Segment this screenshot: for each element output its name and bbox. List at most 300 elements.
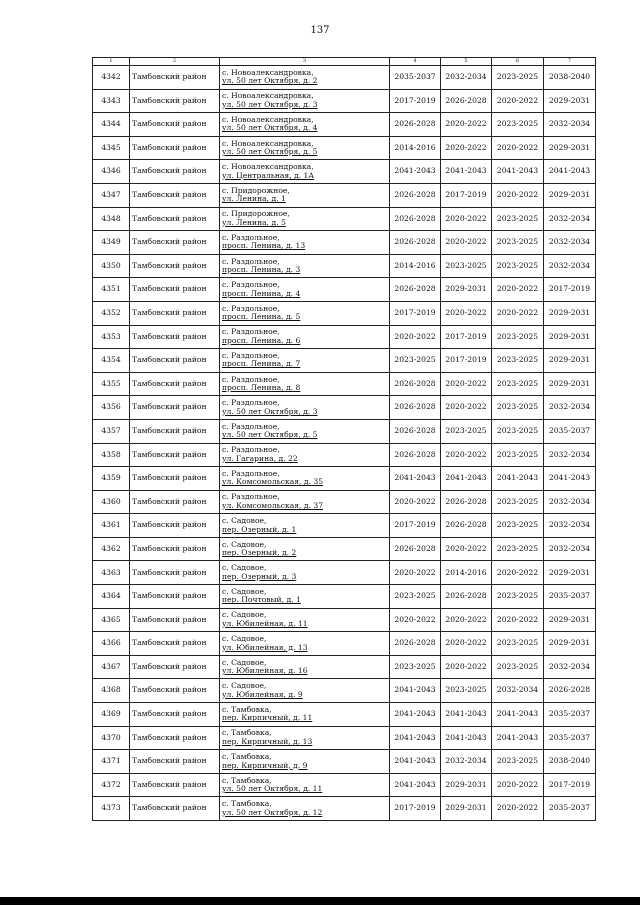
address-line: просп. Ленина, д. 6 [222,335,301,345]
address-cell [220,679,390,703]
period-cell: 2026-2028 [441,490,492,514]
period-cell: 2023-2025 [492,632,544,656]
period-cell: 2020-2022 [441,608,492,632]
district-cell: Тамбовский район [130,773,220,797]
address-line: с. Тамбовка, [222,752,272,762]
period-cell: 2029-2031 [544,183,596,207]
period-cell: 2023-2025 [492,419,544,443]
address-cell [220,490,390,514]
address-cell [220,419,390,443]
period-cell: 2035-2037 [390,66,441,90]
table-row [93,797,596,821]
row-number-cell: 4361 [93,514,130,538]
row-number-cell: 4360 [93,490,130,514]
period-cell: 2020-2022 [441,231,492,255]
period-cell: 2017-2019 [544,278,596,302]
period-cell: 2020-2022 [441,113,492,137]
period-cell: 2017-2019 [390,301,441,325]
address-cell [220,349,390,373]
period-cell: 2014-2016 [441,561,492,585]
period-cell: 2029-2031 [544,349,596,373]
period-cell: 2023-2025 [390,349,441,373]
address-line: с. Новоалександровка, [222,162,314,172]
period-cell: 2023-2025 [441,254,492,278]
row-number-cell: 4342 [93,66,130,90]
period-cell: 2032-2034 [544,396,596,420]
period-cell: 2017-2019 [441,183,492,207]
period-cell: 2020-2022 [492,183,544,207]
period-cell: 2017-2019 [390,89,441,113]
address-line: с. Садовое, [222,539,267,549]
period-cell: 2023-2025 [492,396,544,420]
period-cell: 2020-2022 [390,608,441,632]
address-cell [220,325,390,349]
period-cell: 2017-2019 [390,514,441,538]
period-cell: 2026-2028 [390,632,441,656]
district-cell: Тамбовский район [130,750,220,774]
district-cell: Тамбовский район [130,254,220,278]
row-number-cell: 4355 [93,372,130,396]
address-cell [220,231,390,255]
period-cell: 2032-2034 [441,750,492,774]
period-cell: 2041-2043 [390,750,441,774]
row-number-cell: 4371 [93,750,130,774]
period-cell: 2035-2037 [544,585,596,609]
period-cell: 2026-2028 [390,419,441,443]
district-cell: Тамбовский район [130,467,220,491]
period-cell: 2026-2028 [441,585,492,609]
period-cell: 2041-2043 [544,160,596,184]
district-cell: Тамбовский район [130,490,220,514]
period-cell: 2017-2019 [390,797,441,821]
period-cell: 2029-2031 [544,325,596,349]
address-cell [220,537,390,561]
address-line: с. Раздольное, [222,303,280,313]
address-line: пер. Озерный, д. 3 [222,571,297,581]
table-row [93,632,596,656]
address-line: с. Раздольное, [222,350,280,360]
row-number-cell: 4367 [93,655,130,679]
row-number-cell: 4369 [93,703,130,727]
district-cell: Тамбовский район [130,278,220,302]
address-line: просп. Ленина, д. 7 [222,359,301,369]
period-cell: 2023-2025 [492,325,544,349]
address-cell [220,183,390,207]
period-cell: 2023-2025 [492,585,544,609]
period-cell: 2032-2034 [441,66,492,90]
period-cell: 2023-2025 [492,372,544,396]
period-cell: 2041-2043 [441,703,492,727]
table-row [93,66,596,90]
period-cell: 2023-2025 [492,113,544,137]
period-cell: 2020-2022 [441,301,492,325]
period-cell: 2026-2028 [441,89,492,113]
district-cell: Тамбовский район [130,301,220,325]
table-body [93,66,596,821]
address-line: с. Садовое, [222,657,267,667]
table-row [93,349,596,373]
period-cell: 2038-2040 [544,750,596,774]
period-cell: 2032-2034 [544,231,596,255]
address-line: ул. 50 лет Октября, д. 5 [222,147,318,157]
address-line: с. Садовое, [222,634,267,644]
address-cell [220,160,390,184]
period-cell: 2032-2034 [544,113,596,137]
address-cell [220,632,390,656]
address-line: ул. 50 лет Октября, д. 4 [222,123,318,133]
address-line: с. Раздольное, [222,468,280,478]
address-line: с. Придорожное, [222,185,290,195]
district-cell: Тамбовский район [130,608,220,632]
address-line: ул. Юбилейная, д. 9 [222,689,303,699]
period-cell: 2032-2034 [544,514,596,538]
address-line: с. Раздольное, [222,232,280,242]
address-cell [220,443,390,467]
address-line: с. Новоалександровка, [222,138,314,148]
address-cell [220,301,390,325]
address-line: с. Раздольное, [222,256,280,266]
address-cell [220,514,390,538]
period-cell: 2032-2034 [544,207,596,231]
district-cell: Тамбовский район [130,207,220,231]
row-number-cell: 4358 [93,443,130,467]
period-cell: 2032-2034 [492,679,544,703]
row-number-cell: 4364 [93,585,130,609]
period-cell: 2020-2022 [390,561,441,585]
address-line: ул. Юбилейная, д. 11 [222,618,308,628]
table-row [93,443,596,467]
table-row [93,207,596,231]
period-cell: 2029-2031 [544,136,596,160]
period-cell: 2041-2043 [390,679,441,703]
district-cell: Тамбовский район [130,419,220,443]
period-cell: 2041-2043 [544,467,596,491]
address-cell [220,278,390,302]
period-cell: 2032-2034 [544,254,596,278]
row-number-cell: 4349 [93,231,130,255]
table-row [93,183,596,207]
district-cell: Тамбовский район [130,160,220,184]
table-row [93,136,596,160]
period-cell: 2023-2025 [492,443,544,467]
row-number-cell: 4373 [93,797,130,821]
district-cell: Тамбовский район [130,726,220,750]
table-row [93,726,596,750]
table-header [93,58,596,66]
address-cell [220,89,390,113]
row-number-cell: 4345 [93,136,130,160]
period-cell: 2023-2025 [492,490,544,514]
column-number-row [93,58,596,66]
address-line: просп. Ленина, д. 13 [222,241,306,251]
address-cell [220,585,390,609]
period-cell: 2023-2025 [492,66,544,90]
table-row [93,773,596,797]
district-cell: Тамбовский район [130,372,220,396]
period-cell: 2035-2037 [544,726,596,750]
period-cell: 2029-2031 [441,278,492,302]
address-cell [220,136,390,160]
address-line: просп. Ленина, д. 3 [222,265,301,275]
column-number: 3 [220,58,390,66]
period-cell: 2041-2043 [492,703,544,727]
column-number: 6 [492,58,544,66]
table-row [93,396,596,420]
district-cell: Тамбовский район [130,514,220,538]
address-cell [220,467,390,491]
table-row [93,419,596,443]
table-row [93,679,596,703]
period-cell: 2023-2025 [390,655,441,679]
row-number-cell: 4346 [93,160,130,184]
address-line: просп. Ленина, д. 5 [222,312,301,322]
table-row [93,372,596,396]
row-number-cell: 4348 [93,207,130,231]
table-row [93,703,596,727]
address-cell [220,608,390,632]
page-number: 137 [310,25,330,36]
period-cell: 2020-2022 [492,278,544,302]
row-number-cell: 4344 [93,113,130,137]
period-cell: 2020-2022 [492,608,544,632]
address-line: ул. 50 лет Октября, д. 11 [222,784,323,794]
period-cell: 2029-2031 [544,372,596,396]
address-line: пер. Почтовый, д. 1 [222,595,301,605]
period-cell: 2023-2025 [492,254,544,278]
period-cell: 2032-2034 [544,655,596,679]
address-line: с. Тамбовка, [222,799,272,809]
period-cell: 2014-2016 [390,136,441,160]
table-row [93,467,596,491]
period-cell: 2041-2043 [390,726,441,750]
table-row [93,750,596,774]
period-cell: 2020-2022 [492,89,544,113]
period-cell: 2041-2043 [390,703,441,727]
period-cell: 2020-2022 [492,797,544,821]
period-cell: 2041-2043 [441,160,492,184]
period-cell: 2026-2028 [441,514,492,538]
address-cell [220,66,390,90]
period-cell: 2020-2022 [390,325,441,349]
table-row [93,561,596,585]
table-row [93,301,596,325]
row-number-cell: 4343 [93,89,130,113]
address-line: с. Придорожное, [222,209,290,219]
address-cell [220,113,390,137]
period-cell: 2026-2028 [390,278,441,302]
period-cell: 2023-2025 [441,419,492,443]
address-line: с. Садовое, [222,516,267,526]
address-line: пер. Кирпичный, д. 11 [222,713,313,723]
column-number: 1 [93,58,130,66]
address-line: ул. Комсомольская, д. 35 [222,477,324,487]
address-line: ул. Ленина, д. 5 [222,217,286,227]
address-line: ул. Гагарина, д. 22 [222,453,298,463]
row-number-cell: 4362 [93,537,130,561]
column-number: 5 [441,58,492,66]
address-cell [220,372,390,396]
period-cell: 2029-2031 [544,632,596,656]
row-number-cell: 4363 [93,561,130,585]
address-line: с. Раздольное, [222,445,280,455]
row-number-cell: 4356 [93,396,130,420]
address-cell [220,561,390,585]
period-cell: 2029-2031 [544,301,596,325]
period-cell: 2023-2025 [390,585,441,609]
address-line: с. Тамбовка, [222,775,272,785]
period-cell: 2041-2043 [390,773,441,797]
row-number-cell: 4354 [93,349,130,373]
table-row [93,655,596,679]
table-row [93,254,596,278]
district-cell: Тамбовский район [130,561,220,585]
scan-bottom-edge [0,897,640,905]
period-cell: 2029-2031 [544,561,596,585]
district-cell: Тамбовский район [130,396,220,420]
period-cell: 2035-2037 [544,419,596,443]
column-number: 7 [544,58,596,66]
district-cell: Тамбовский район [130,443,220,467]
period-cell: 2032-2034 [544,490,596,514]
period-cell: 2026-2028 [390,183,441,207]
district-cell: Тамбовский район [130,655,220,679]
address-line: с. Садовое, [222,563,267,573]
table-row [93,231,596,255]
address-line: ул. Юбилейная, д. 16 [222,666,308,676]
period-cell: 2026-2028 [390,113,441,137]
period-cell: 2023-2025 [441,679,492,703]
period-cell: 2020-2022 [441,537,492,561]
period-cell: 2041-2043 [390,467,441,491]
address-line: ул. 50 лет Октября, д. 12 [222,807,323,817]
district-cell: Тамбовский район [130,797,220,821]
period-cell: 2035-2037 [544,703,596,727]
district-cell: Тамбовский район [130,325,220,349]
period-cell: 2020-2022 [492,561,544,585]
address-line: с. Раздольное, [222,280,280,290]
address-line: с. Раздольное, [222,374,280,384]
period-cell: 2020-2022 [441,396,492,420]
table-row [93,113,596,137]
period-cell: 2041-2043 [492,726,544,750]
row-number-cell: 4357 [93,419,130,443]
period-cell: 2023-2025 [492,514,544,538]
period-cell: 2041-2043 [492,160,544,184]
district-cell: Тамбовский район [130,183,220,207]
address-line: ул. Центральная, д. 1А [222,170,315,180]
address-line: с. Раздольное, [222,327,280,337]
row-number-cell: 4370 [93,726,130,750]
period-cell: 2032-2034 [544,443,596,467]
period-cell: 2026-2028 [544,679,596,703]
address-line: с. Новоалександровка, [222,67,314,77]
period-cell: 2020-2022 [492,773,544,797]
period-cell: 2029-2031 [544,89,596,113]
table-row [93,490,596,514]
table-row [93,608,596,632]
address-line: ул. 50 лет Октября, д. 2 [222,76,318,86]
address-line: с. Садовое, [222,586,267,596]
row-number-cell: 4352 [93,301,130,325]
district-cell: Тамбовский район [130,703,220,727]
period-cell: 2026-2028 [390,231,441,255]
address-line: с. Тамбовка, [222,728,272,738]
row-number-cell: 4366 [93,632,130,656]
row-number-cell: 4368 [93,679,130,703]
period-cell: 2014-2016 [390,254,441,278]
district-cell: Тамбовский район [130,349,220,373]
period-cell: 2032-2034 [544,537,596,561]
district-cell: Тамбовский район [130,585,220,609]
address-line: просп. Ленина, д. 8 [222,383,301,393]
period-cell: 2017-2019 [441,349,492,373]
district-cell: Тамбовский район [130,136,220,160]
table-row [93,585,596,609]
period-cell: 2026-2028 [390,443,441,467]
table-row [93,514,596,538]
address-line: ул. 50 лет Октября, д. 3 [222,406,318,416]
address-cell [220,750,390,774]
address-line: ул. Юбилейная, д. 13 [222,642,308,652]
district-cell: Тамбовский район [130,231,220,255]
address-line: с. Тамбовка, [222,704,272,714]
period-cell: 2020-2022 [390,490,441,514]
period-cell: 2023-2025 [492,537,544,561]
table-row [93,278,596,302]
address-cell [220,773,390,797]
registry-table [92,57,596,821]
address-cell [220,797,390,821]
row-number-cell: 4351 [93,278,130,302]
row-number-cell: 4372 [93,773,130,797]
column-number: 4 [390,58,441,66]
period-cell: 2041-2043 [441,467,492,491]
column-number: 2 [130,58,220,66]
address-line: пер. Кирпичный, д. 13 [222,736,313,746]
address-cell [220,207,390,231]
period-cell: 2020-2022 [441,632,492,656]
period-cell: 2023-2025 [492,231,544,255]
address-line: с. Раздольное, [222,398,280,408]
table-row [93,325,596,349]
period-cell: 2020-2022 [441,372,492,396]
address-cell [220,254,390,278]
period-cell: 2020-2022 [441,136,492,160]
district-cell: Тамбовский район [130,632,220,656]
period-cell: 2020-2022 [441,207,492,231]
district-cell: Тамбовский район [130,679,220,703]
row-number-cell: 4347 [93,183,130,207]
address-line: пер. Озерный, д. 1 [222,524,297,534]
address-line: с. Новоалександровка, [222,91,314,101]
address-line: с. Садовое, [222,681,267,691]
period-cell: 2026-2028 [390,372,441,396]
period-cell: 2017-2019 [441,325,492,349]
address-line: ул. 50 лет Октября, д. 3 [222,99,318,109]
period-cell: 2020-2022 [441,655,492,679]
table-row [93,160,596,184]
row-number-cell: 4359 [93,467,130,491]
period-cell: 2020-2022 [492,301,544,325]
address-line: ул. Комсомольская, д. 37 [222,500,324,510]
period-cell: 2020-2022 [492,136,544,160]
period-cell: 2023-2025 [492,207,544,231]
period-cell: 2029-2031 [441,797,492,821]
period-cell: 2041-2043 [390,160,441,184]
period-cell: 2023-2025 [492,750,544,774]
period-cell: 2041-2043 [441,726,492,750]
period-cell: 2029-2031 [544,608,596,632]
